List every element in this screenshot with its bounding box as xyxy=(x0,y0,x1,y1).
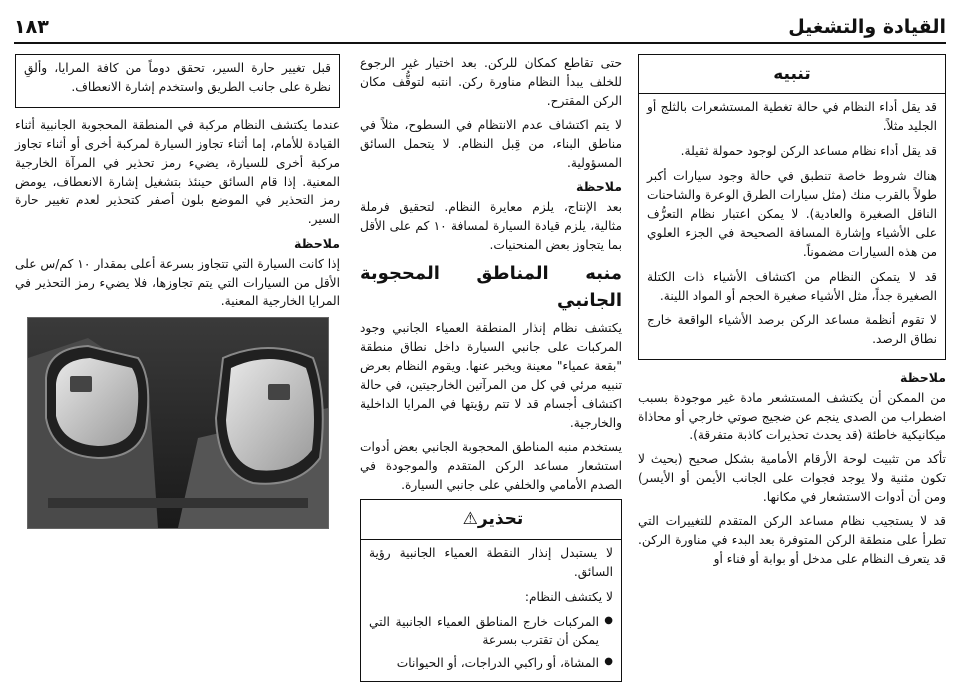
remark-text: إذا كانت السيارة التي تتجاوز بسرعة أعلى بمقدار ١٠ كم/س على الأقل من السيارات التي يتم تجاوزها، فلا يضيء رمز التحذير في المرايا الخارجية المعنية. xyxy=(15,256,340,309)
list-item: ● المشاة، أو راكبي الدراجات، أو الحيوانات xyxy=(369,654,613,673)
warning-box-title xyxy=(361,500,621,539)
remark-heading: ملاحظة xyxy=(576,179,622,195)
note-paragraph: قد يقل أداء نظام مساعد الركن لوجود حمولة ثقيلة. xyxy=(680,144,937,159)
note-paragraph: قد لا يتمكن النظام من اكتشاف الأشياء ذات الكتلة الصغيرة جداً، مثل الأشياء صغيرة الحجم أو المواد اللينة. xyxy=(647,269,937,303)
chapter-title: القيادة والتشغيل xyxy=(788,16,946,38)
remark-heading: ملاحظة xyxy=(294,236,340,252)
remark-text: قد لا يستجيب نظام مساعد الركن المتقدم للتغييرات التي تطرأ على منطقة الركن المتوفرة بعد البدء في مناورة الركن. قد يتعرف النظام على مدخل أو بوابة أو فناء أو xyxy=(638,514,946,566)
note-paragraph: قد يقل أداء النظام في حالة تغطية المستشعرات بالثلج أو الجليد مثلاً. xyxy=(647,100,937,134)
column-left xyxy=(15,54,340,632)
warning-list xyxy=(369,613,613,674)
right-mirror xyxy=(216,348,323,484)
note-box-title: تنبيه xyxy=(639,55,945,94)
note-paragraph: لا تقوم أنظمة مساعد الركن برصد الأشياء الواقعة خارج نطاق الرصد. xyxy=(647,313,937,347)
body-paragraph: حتى تقاطع كمكان للركن. بعد اختيار غير الرجوع للخلف يبدأ النظام مناورة ركن. انتبه لتوقُّف مكان الركن المقترح. xyxy=(360,56,622,108)
warning-symbol-icon xyxy=(268,384,290,400)
body-paragraph: لا يتم اكتشاف عدم الانتظام في السطوح، مثلاً في مناطق البناء، من قِبل النظام. لا يتحمل السائق المسؤولية. xyxy=(360,117,622,170)
body-paragraph: يكتشف نظام إنذار المنطقة العمياء الجانبي وجود المركبات على جانبي السيارة داخل نطاق منطقة "بقعة عمياء" معينة ويخبر عنها. ويقوم النظام بعرض تنبيه مرئي في كل من المرآتين الخارجيتين، في حالة اكتشاف أجسام قد لا تتم رؤيتها في المرايا الداخلية والخارجية. xyxy=(360,321,622,430)
warning-title-text: تحذير xyxy=(477,509,524,530)
column-middle xyxy=(360,54,622,671)
page-header xyxy=(14,4,946,44)
remark-text: من الممكن أن يكتشف المستشعر مادة غير موجودة بسبب اضطراب من الصدى ينجم عن ضجيج صوتي خارجي أو محاذاة ميكانيكية خاطئة (قد يحدث تحذيرات كاذبة متفرقة). xyxy=(638,390,946,443)
warning-triangle-icon: ⚠ xyxy=(462,509,478,530)
top-note-text: قبل تغيير حارة السير، تحقق دوماً من كافة المرايا، وألقِ نظرة على جانب الطريق واستخدم إشارة الانعطاف. xyxy=(24,61,331,94)
body-paragraph: عندما يكتشف النظام مركبة في المنطقة المحجوبة الجانبية أثناء القيادة للأمام، إما أثناء تجاوز السيارة لمركبة أخرى أو أثناء تجاوز مركبة أخرى للسيارة، يضيء رمز تحذير في المرآة الخارجية المعنية. إذا قام السائق حينئذ بتشغيل إشارة الانعطاف، يومض رمز التحذير في الموضع بلون أصفر كتحذير لعدم تغيير حارة السير. xyxy=(15,117,340,227)
warning-intro: لا يستبدل إنذار النقطة العمياء الجانبية رؤية السائق. xyxy=(369,545,613,579)
warning-symbol-icon xyxy=(70,376,92,392)
note-paragraph: هناك شروط خاصة تنطبق في حالة وجود سيارات أكبر طولاً بالقرب منك (مثل سيارات الطرق الوعرة والشاحنات الناقل الصغيرة والعادية). لا يمكن اعتبار نظام التعرُّف على الأشياء وإشارة المسافة الصحيحة في الجزء العلوي من هذه السيارات مضموناً. xyxy=(647,169,937,259)
list-item: ● المركبات خارج المناطق العمياء الجانبية التي يمكن أن تقترب بسرعة xyxy=(369,613,613,651)
mirror-figure xyxy=(27,317,329,529)
section-heading: منبه المناطق المحجوبة الجانبي xyxy=(360,262,622,312)
note-box xyxy=(638,54,946,360)
remark-text: بعد الإنتاج، يلزم معايرة النظام. لتحقيق فرملة مثالية، يلزم قيادة السيارة لمسافة ١٠ كم على الأقل بما يتجاوز بعض المنحنيات. xyxy=(360,199,622,252)
left-mirror xyxy=(46,346,148,458)
column-right xyxy=(638,54,946,632)
warning-intro: لا يكتشف النظام: xyxy=(524,589,613,604)
mirror-illustration xyxy=(28,318,328,528)
remark-heading: ملاحظة xyxy=(900,370,946,386)
body-paragraph: يستخدم منبه المناطق المحجوبة الجانبي بعض أدوات استشعار مساعد الركن المتقدم والموجودة في الصدم الأمامي والخلفي على جانبي السيارة. xyxy=(360,439,622,492)
top-note-box xyxy=(15,54,340,108)
warning-box xyxy=(360,499,622,682)
page-number: ١٨٣ xyxy=(14,16,49,38)
remark-text: تأكد من تثبيت لوحة الأرقام الأمامية بشكل صحيح (بحيث لا تكون مثنية ولا يوجد فجوات على الجانب الأيمن أو الأيسر) ومن أن أدوات الاستشعار في مكانها. xyxy=(638,452,946,505)
